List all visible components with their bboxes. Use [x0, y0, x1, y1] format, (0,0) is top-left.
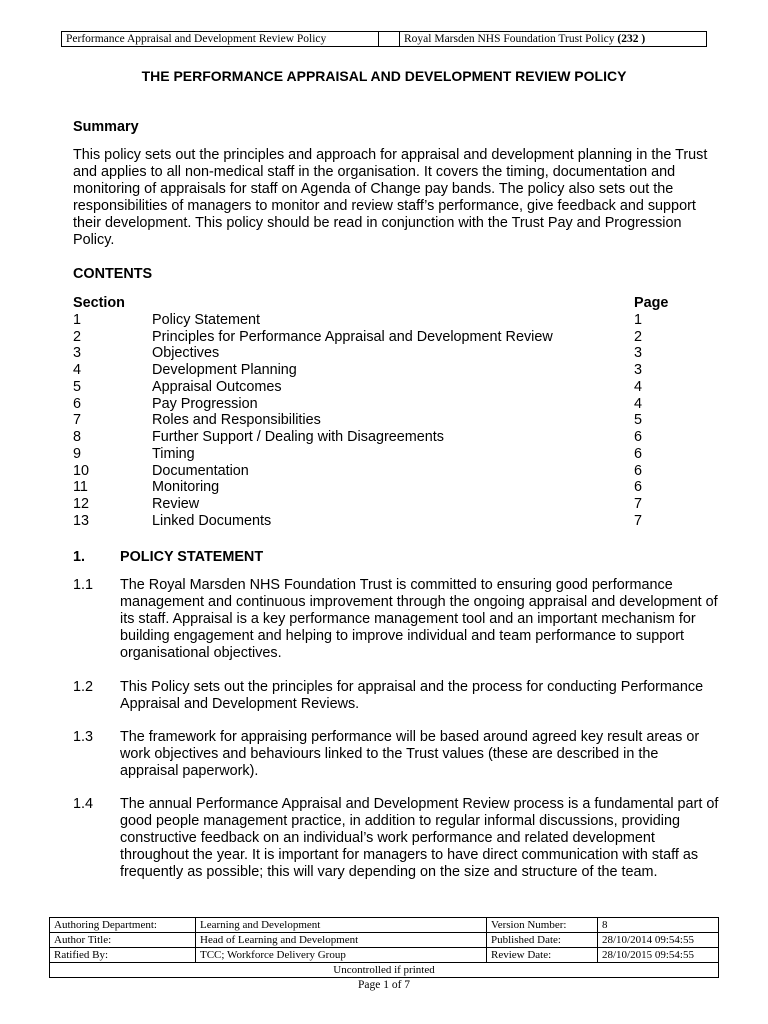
contents-title: Timing — [152, 445, 195, 462]
footer-info-table — [49, 917, 719, 978]
contents-num: 13 — [73, 512, 90, 529]
footer-label: Ratified By: — [50, 948, 196, 963]
contents-row — [73, 496, 673, 513]
contents-header-row — [73, 295, 673, 312]
contents-page: 6 — [634, 429, 643, 445]
contents-num: 1 — [73, 311, 82, 328]
contents-page: 6 — [634, 479, 643, 496]
footer-label: Author Title: — [50, 933, 196, 948]
contents-num: 9 — [73, 445, 82, 462]
contents-num: 11 — [73, 479, 88, 496]
contents-row — [73, 412, 673, 429]
contents-row — [73, 312, 673, 329]
item-text: This Policy sets out the principles for appraisal and the process for conducting Performance Appraisal and Development Reviews. — [120, 679, 704, 712]
page-number: Page 1 of 7 — [357, 979, 411, 991]
contents-row — [73, 479, 673, 496]
contents-page: 4 — [634, 395, 643, 412]
item-text: The framework for appraising performance will be based around agreed key result areas or work objectives and behaviours linked to the Trust values (these are described in the appraisal paperwork). — [120, 729, 700, 779]
footer-row — [50, 918, 719, 933]
contents-title: Monitoring — [152, 479, 220, 496]
contents-page-label: Page — [634, 295, 669, 311]
header-policy-name: Performance Appraisal and Development Review Policy — [62, 32, 379, 47]
contents-row — [73, 396, 673, 413]
header-spacer — [379, 32, 400, 47]
contents-row — [73, 362, 673, 379]
footer-uncontrolled-row — [50, 963, 719, 978]
contents-num: 8 — [73, 429, 82, 445]
footer-value: Head of Learning and Development — [196, 933, 487, 948]
footer-label: Published Date: — [487, 933, 598, 948]
footer-value: 8 — [598, 918, 719, 933]
contents-page: 1 — [634, 311, 643, 328]
contents-page: 6 — [634, 445, 643, 462]
contents-page: 7 — [634, 512, 643, 529]
contents-title: Linked Documents — [152, 512, 272, 529]
contents-title: Development Planning — [152, 362, 297, 378]
contents-page: 2 — [634, 328, 643, 345]
contents-num: 2 — [73, 328, 82, 345]
section-number: 1. — [73, 549, 86, 565]
contents-page: 4 — [634, 378, 643, 395]
contents-table — [73, 295, 673, 530]
contents-num: 6 — [73, 395, 82, 412]
contents-title: Roles and Responsibilities — [152, 412, 321, 429]
footer-value: Learning and Development — [196, 918, 487, 933]
contents-page: 7 — [634, 496, 643, 512]
header-policy-number: (232 ) — [617, 33, 646, 45]
contents-title: Further Support / Dealing with Disagreements — [152, 429, 444, 445]
footer-label: Review Date: — [487, 948, 598, 963]
section-title: POLICY STATEMENT — [120, 549, 264, 565]
item-number: 1.4 — [73, 796, 94, 812]
contents-row — [73, 513, 673, 530]
contents-section-label: Section — [73, 295, 125, 311]
contents-page: 3 — [634, 362, 643, 378]
contents-page: 5 — [634, 412, 643, 429]
contents-num: 5 — [73, 378, 82, 395]
contents-row — [73, 429, 673, 446]
contents-row — [73, 329, 673, 346]
footer-value: 28/10/2014 09:54:55 — [598, 933, 719, 948]
footer-label: Authoring Department: — [50, 918, 196, 933]
page-header — [61, 31, 707, 47]
summary-text: This policy sets out the principles and approach for appraisal and development planning in the Trust and applies to all non-medical staff in the organisation. It covers the timing, documentation and monitoring of appraisals for staff on Agenda of Change pay bands. The policy also sets out the responsibilities of managers to monitor and review staff’s performance, give feedback and support their development. This policy should be read in conjunction with the Trust Pay and Progression Policy. — [73, 147, 708, 248]
summary-heading: Summary — [73, 119, 139, 135]
contents-num: 3 — [73, 345, 82, 362]
contents-title: Pay Progression — [152, 395, 258, 412]
item-number: 1.3 — [73, 729, 94, 745]
item-text: The annual Performance Appraisal and Development Review process is a fundamental part of good people management practice, in addition to regular informal discussions, providing constructive feedback on an individual’s work performance and related development throughout the year. It is important for managers to have direct communication with staff as frequently as possible; this will vary depending on the size and structure of the team. — [120, 796, 719, 880]
contents-title: Appraisal Outcomes — [152, 378, 282, 395]
item-number: 1.1 — [73, 577, 94, 593]
contents-title: Policy Statement — [152, 311, 260, 328]
contents-row — [73, 345, 673, 362]
footer-label: Version Number: — [487, 918, 598, 933]
document-title: THE PERFORMANCE APPRAISAL AND DEVELOPMENT REVIEW POLICY — [141, 68, 627, 84]
contents-num: 4 — [73, 362, 82, 378]
footer-row — [50, 948, 719, 963]
contents-num: 7 — [73, 412, 82, 429]
contents-title: Documentation — [152, 462, 249, 479]
header-trust-policy — [400, 32, 707, 47]
contents-page: 3 — [634, 345, 643, 362]
item-number: 1.2 — [73, 679, 94, 695]
contents-num: 10 — [73, 462, 90, 479]
contents-heading: CONTENTS — [73, 266, 153, 282]
footer-value: TCC; Workforce Delivery Group — [196, 948, 487, 963]
footer-row — [50, 933, 719, 948]
footer-value: 28/10/2015 09:54:55 — [598, 948, 719, 963]
header-trust-label: Royal Marsden NHS Foundation Trust Policy — [404, 33, 615, 45]
contents-title: Principles for Performance Appraisal and Development Review — [152, 328, 553, 345]
contents-num: 12 — [73, 496, 90, 512]
contents-title: Review — [152, 496, 200, 512]
contents-row — [73, 446, 673, 463]
contents-page: 6 — [634, 462, 643, 479]
uncontrolled-notice: Uncontrolled if printed — [50, 963, 719, 978]
contents-row — [73, 463, 673, 480]
contents-row — [73, 379, 673, 396]
contents-title: Objectives — [152, 345, 220, 362]
item-text: The Royal Marsden NHS Foundation Trust is committed to ensuring good performance management and continuous improvement through the ongoing appraisal and development of its staff. Appraisal is a key performance management tool and an important mechanism for building engagement and helping to improve individual and team performance to support organisational objectives. — [120, 577, 718, 661]
